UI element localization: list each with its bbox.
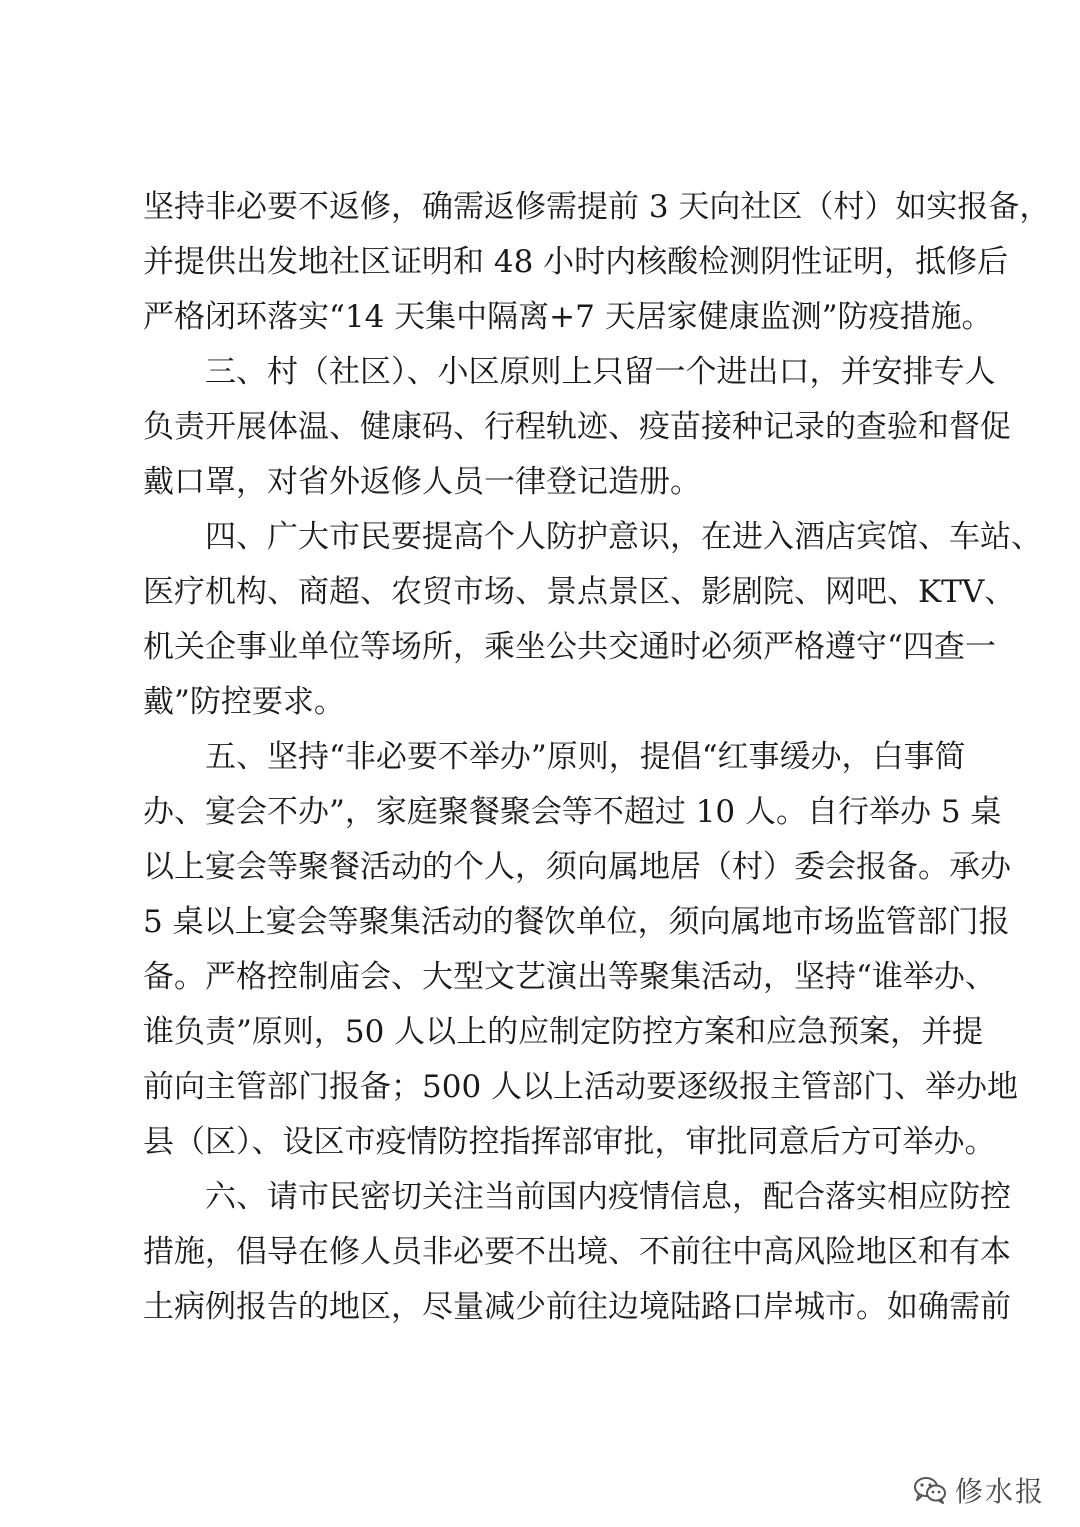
text-line: 戴”防控要求。: [143, 684, 345, 720]
text-line: 三、村（社区）、小区原则上只留一个进出口，并安排专人: [143, 354, 996, 390]
text-line: 并提供出发地社区证明和 48 小时内核酸检测阴性证明，抵修后: [143, 244, 1009, 280]
text-line: 五、坚持“非必要不举办”原则，提倡“红事缓办，白事简: [143, 739, 966, 775]
text-line: 5 桌以上宴会等聚集活动的餐饮单位，须向属地市场监管部门报: [143, 904, 1010, 940]
text-line: 措施，倡导在修人员非必要不出境、不前往中高风险地区和有本: [143, 1234, 1011, 1270]
wechat-icon: [913, 1475, 947, 1505]
text-line: 前向主管部门报备；500 人以上活动要逐级报主管部门、举办地: [143, 1069, 1019, 1105]
text-line: 土病例报告的地区，尽量减少前往边境陆路口岸城市。如确需前: [143, 1289, 1011, 1325]
watermark: [913, 1470, 1045, 1510]
text-line: 办、宴会不办”，家庭聚餐聚会等不超过 10 人。自行举办 5 桌: [143, 794, 1002, 830]
text-line: 以上宴会等聚餐活动的个人，须向属地居（村）委会报备。承办: [143, 849, 1011, 885]
text-line: 四、广大市民要提高个人防护意识，在进入酒店宾馆、车站、: [143, 519, 1042, 555]
text-line: 戴口罩，对省外返修人员一律登记造册。: [143, 464, 701, 500]
text-line: 六、请市民密切关注当前国内疫情信息，配合落实相应防控: [143, 1179, 1011, 1215]
text-line: 医疗机构、商超、农贸市场、景点景区、影剧院、网吧、KTV、: [143, 574, 1016, 610]
text-line: 备。严格控制庙会、大型文艺演出等聚集活动，坚持“谁举办、: [143, 959, 996, 995]
text-line: 严格闭环落实“14 天集中隔离+7 天居家健康监测”防疫措施。: [143, 299, 993, 335]
text-line: 县（区）、设区市疫情防控指挥部审批，审批同意后方可举办。: [143, 1124, 996, 1160]
text-line: 机关企事业单位等场所，乘坐公共交通时必须严格遵守“四查一: [143, 629, 996, 665]
document-body: [143, 180, 1051, 1335]
text-line: 谁负责”原则，50 人以上的应制定防控方案和应急预案，并提: [143, 1014, 984, 1050]
text-line: 坚持非必要不返修，确需返修需提前 3 天向社区（村）如实报备，: [143, 189, 1051, 225]
text-line: 负责开展体温、健康码、行程轨迹、疫苗接种记录的查验和督促: [143, 409, 1011, 445]
watermark-text: 修水报: [954, 1475, 1045, 1508]
